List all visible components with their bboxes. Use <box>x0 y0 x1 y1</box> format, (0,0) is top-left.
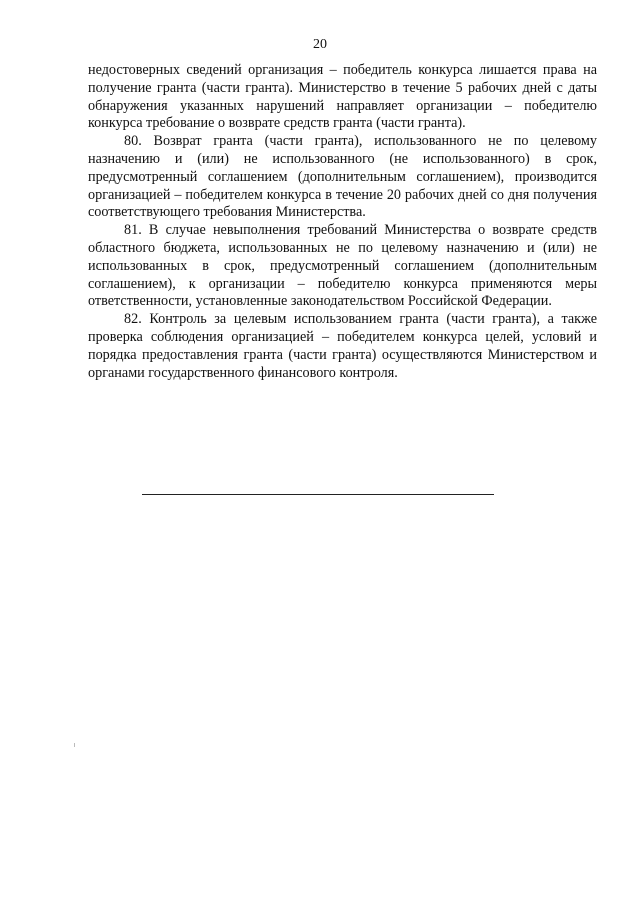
paragraph-continuation: недостоверных сведений организация – победитель конкурса лишается права на получение гранта (части гранта). Министерство в течение 5 рабочих дней с даты обнаружения указанных нарушений направляет организации – победителю конкурса требование о возврате средств гранта (части гранта). <box>88 62 597 132</box>
page-number: 20 <box>313 37 327 52</box>
paragraph-80: 80. Возврат гранта (части гранта), использованного не по целевому назначению и (или) не использованного (не использованного) в срок, предусмотренный соглашением (дополнительным соглашением), производится организацией – победителем конкурса в течение 20 рабочих дней со дня получения соответствующего требования Министерства. <box>88 133 597 221</box>
document-body <box>88 62 597 382</box>
closing-horizontal-rule <box>142 494 494 495</box>
scan-speck <box>74 743 75 747</box>
paragraph-82: 82. Контроль за целевым использованием гранта (части гранта), а также проверка соблюдения организацией – победителем конкурса целей, условий и порядка предоставления гранта (части гранта) осуществляются Министерством и органами государственного финансового контроля. <box>88 311 597 381</box>
paragraph-81: 81. В случае невыполнения требований Министерства о возврате средств областного бюджета, использованных не по целевому назначению и (или) не использованных в срок, предусмотренный соглашением (дополнительным соглашением), к организации – победителю конкурса применяются меры ответственности, установленные законодательством Российской Федерации. <box>88 222 597 310</box>
